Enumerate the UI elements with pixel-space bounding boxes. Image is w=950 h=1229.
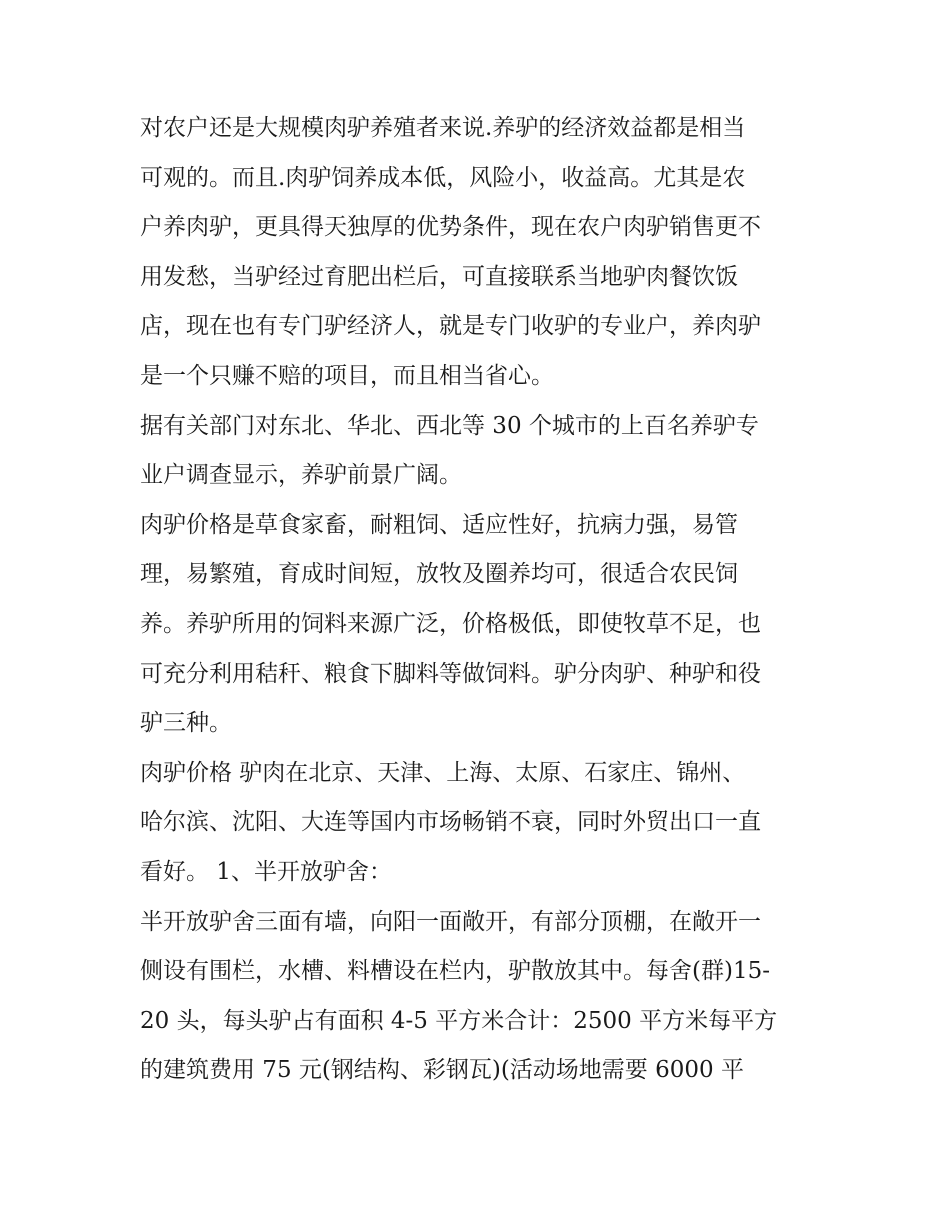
text-line: 养。养驴所用的饲料来源广泛，价格极低，即使牧草不足，也 bbox=[140, 610, 761, 637]
text-line: 用发愁，当驴经过育肥出栏后，可直接联系当地驴肉餐饮饭 bbox=[140, 263, 738, 290]
text-line: 户养肉驴，更具得天独厚的优势条件，现在农户肉驴销售更不 bbox=[140, 214, 761, 241]
text-line: 理，易繁殖，育成时间短，放牧及圈养均可，很适合农民饲 bbox=[140, 561, 738, 588]
text-line: 可观的。而且.肉驴饲养成本低，风险小，收益高。尤其是农 bbox=[140, 164, 746, 191]
text-line: 的建筑费用 75 元(钢结构、彩钢瓦)(活动场地需要 6000 平 bbox=[140, 1057, 744, 1084]
text-line: 20 头，每头驴占有面积 4-5 平方米合计：2500 平方米每平方 bbox=[140, 1007, 778, 1034]
text-line: 据有关部门对东北、华北、西北等 30 个城市的上百名养驴专 bbox=[140, 412, 759, 439]
text-line: 肉驴价格 驴肉在北京、天津、上海、太原、石家庄、锦州、 bbox=[140, 759, 746, 786]
text-line: 是一个只赚不赔的项目，而且相当省心。 bbox=[140, 362, 554, 389]
text-line: 肉驴价格是草食家畜，耐粗饲、适应性好，抗病力强，易管 bbox=[140, 511, 738, 538]
body-text bbox=[140, 104, 820, 1096]
text-line: 半开放驴舍三面有墙，向阳一面敞开，有部分顶棚，在敞开一 bbox=[140, 908, 761, 935]
text-line: 店，现在也有专门驴经济人，就是专门收驴的专业户，养肉驴 bbox=[140, 313, 761, 340]
text-line: 侧设有围栏，水槽、料槽设在栏内，驴散放其中。每舍(群)15- bbox=[140, 958, 770, 985]
text-line: 业户调查显示，养驴前景广阔。 bbox=[140, 462, 462, 489]
text-line: 驴三种。 bbox=[140, 710, 232, 737]
text-line: 对农户还是大规模肉驴养殖者来说.养驴的经济效益都是相当 bbox=[140, 115, 746, 141]
text-line: 哈尔滨、沈阳、大连等国内市场畅销不衰，同时外贸出口一直 bbox=[140, 809, 761, 836]
text-line: 可充分利用秸秆、粮食下脚料等做饲料。驴分肉驴、种驴和役 bbox=[140, 660, 761, 687]
text-line: 看好。 1、半开放驴舍： bbox=[140, 858, 392, 885]
